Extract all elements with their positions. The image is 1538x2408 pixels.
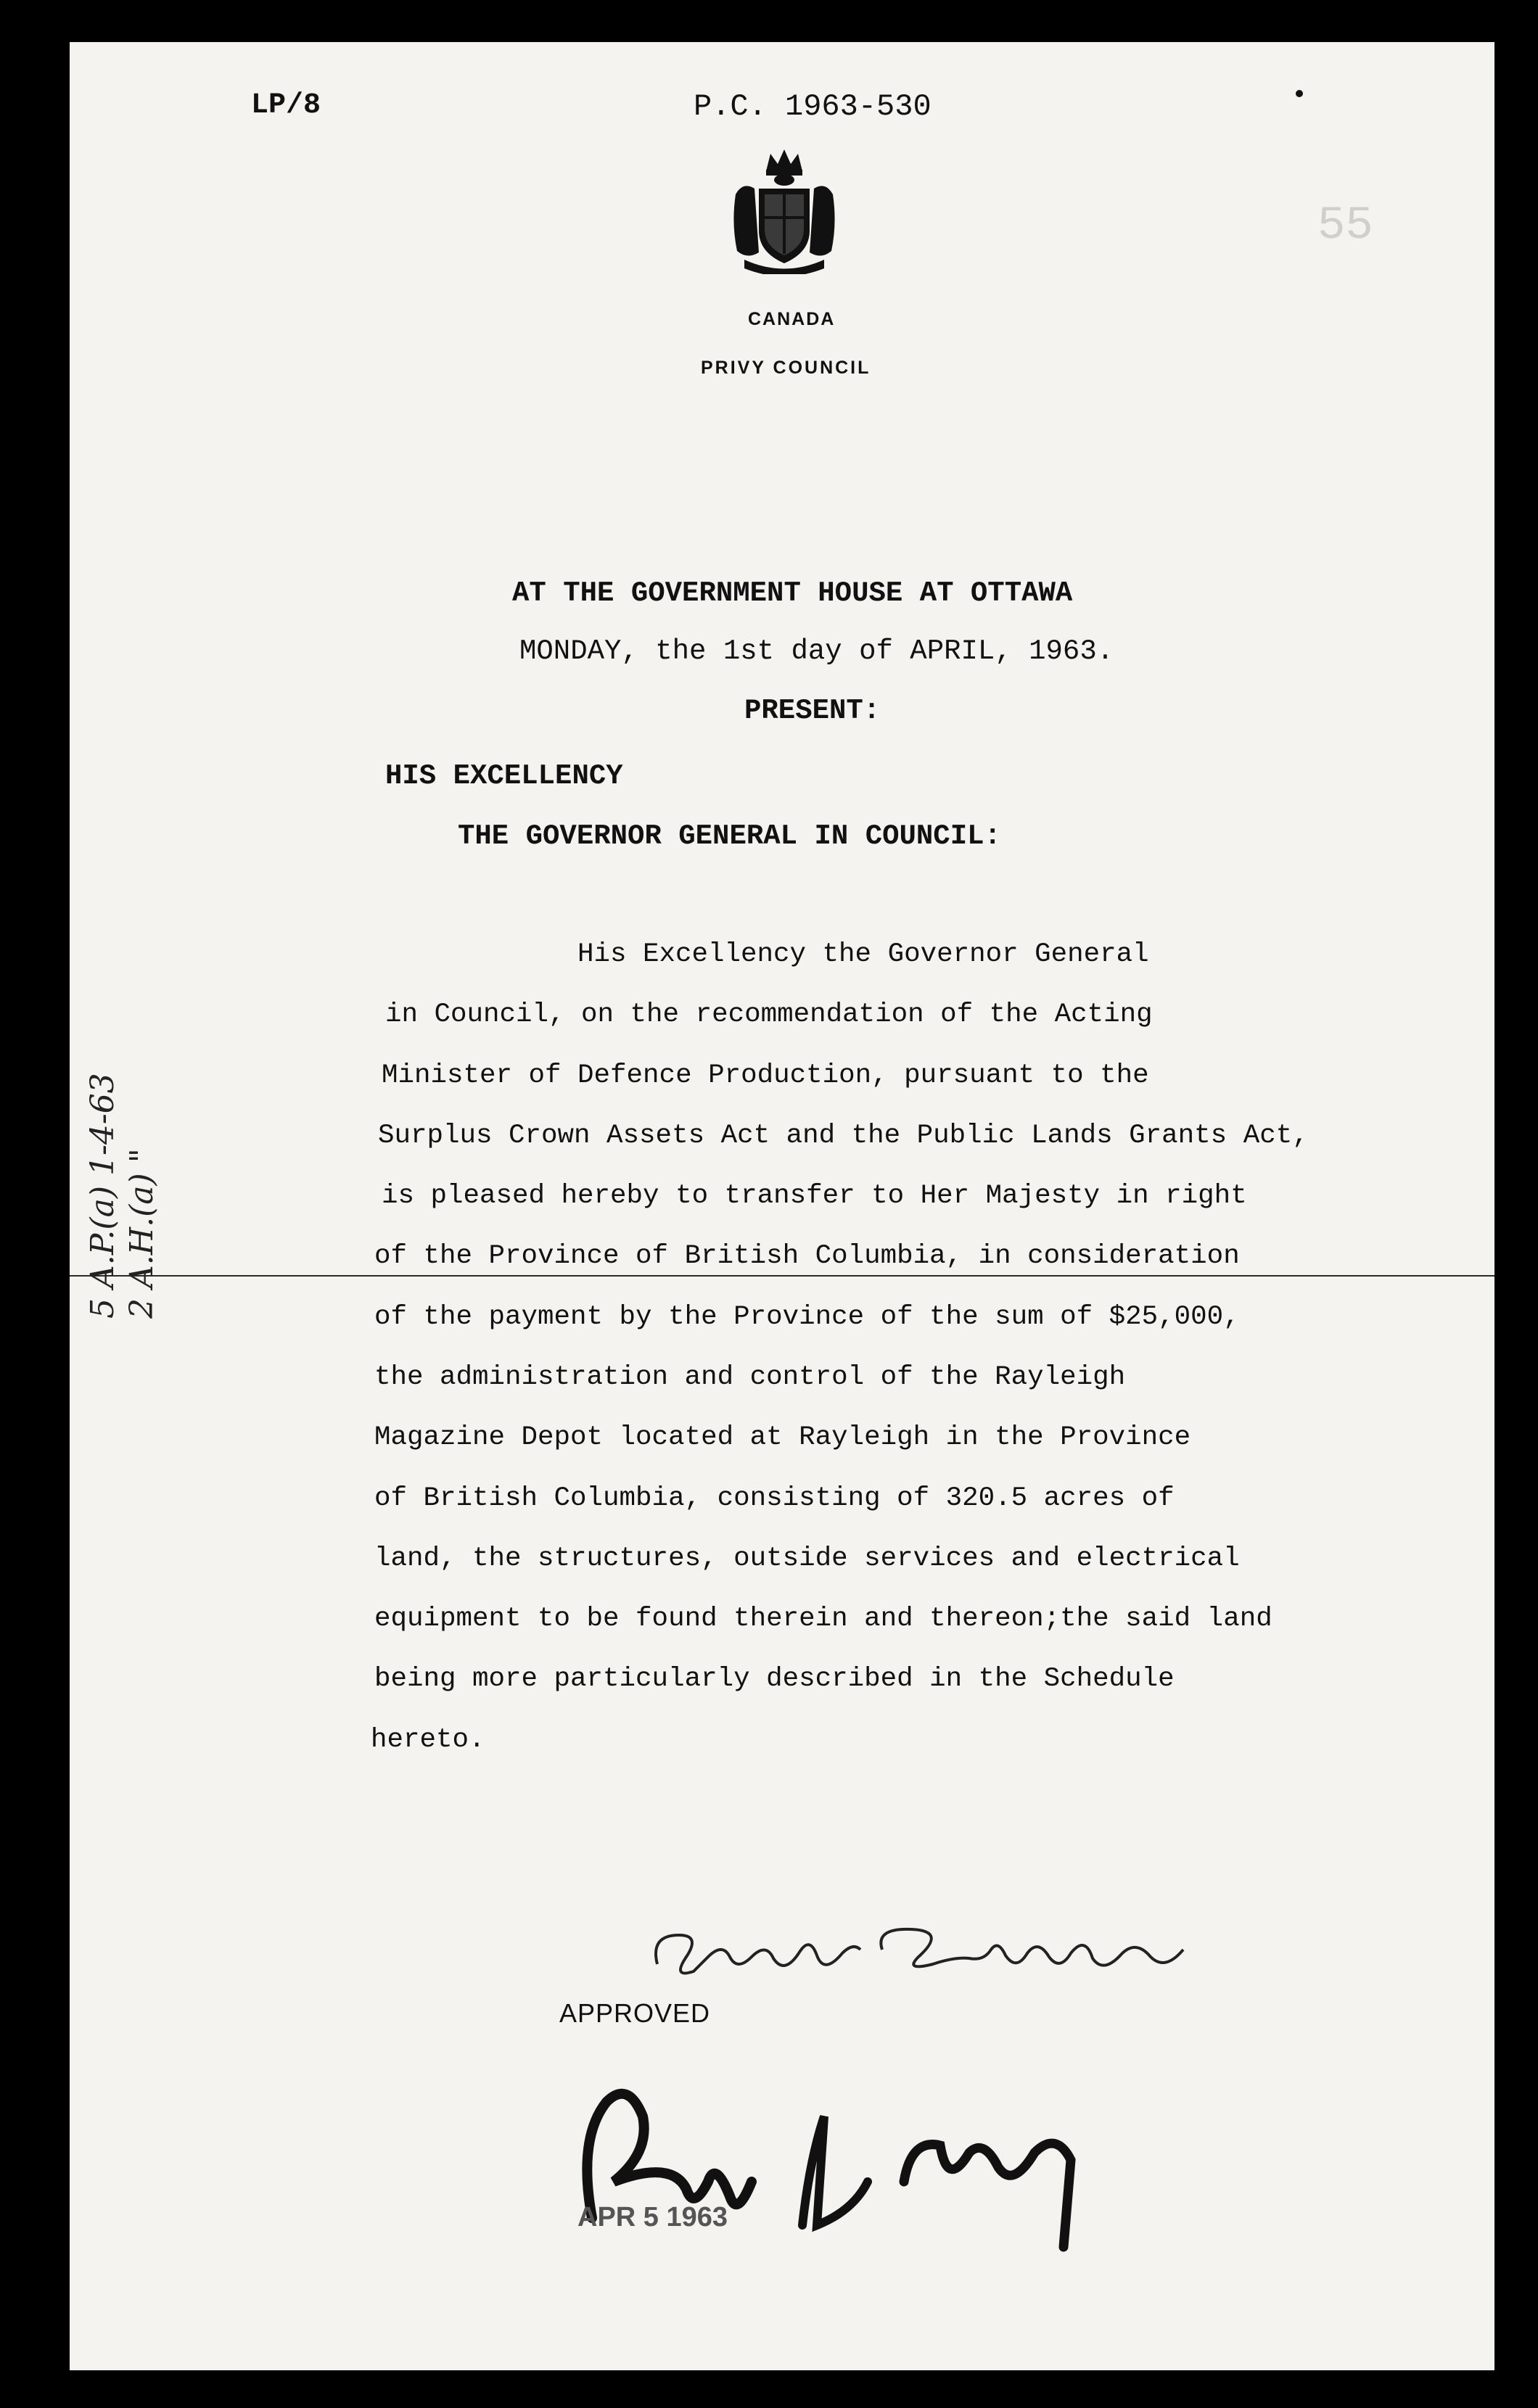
ink-dot xyxy=(1296,90,1303,97)
file-reference: LP/8 xyxy=(251,89,321,122)
body-line: of the payment by the Province of the sum of $25,000, xyxy=(374,1302,1240,1332)
meeting-date: MONDAY, the 1st day of APRIL, 1963. xyxy=(519,635,1114,667)
faint-page-number: 55 xyxy=(1317,200,1373,252)
approved-label: APPROVED xyxy=(559,1998,711,2028)
meeting-place: AT THE GOVERNMENT HOUSE AT OTTAWA xyxy=(512,577,1073,609)
body-line: in Council, on the recommendation of the Acting xyxy=(385,999,1153,1030)
document-page xyxy=(70,42,1494,2370)
body-line: His Excellency the Governor General xyxy=(577,939,1149,970)
country-label: CANADA xyxy=(748,309,836,329)
body-line: of the Province of British Columbia, in consideration xyxy=(374,1241,1240,1271)
body-line: Surplus Crown Assets Act and the Public Lands Grants Act, xyxy=(378,1121,1309,1151)
margin-annotation: 2 A.H.(a) " xyxy=(123,1148,160,1319)
body-line: the administration and control of the Rayleigh xyxy=(374,1362,1126,1393)
governor-general-label: THE GOVERNOR GENERAL IN COUNCIL: xyxy=(458,820,1001,852)
fold-line xyxy=(70,1275,1494,1277)
body-line: land, the structures, outside services and electrical xyxy=(374,1543,1240,1574)
body-line: Magazine Depot located at Rayleigh in the Province xyxy=(374,1422,1191,1453)
date-stamp: APR 5 1963 xyxy=(577,2202,728,2232)
body-line: equipment to be found therein and thereon;the said land xyxy=(374,1604,1272,1634)
margin-annotation: 5 A.P.(a) 1-4-63 xyxy=(84,1073,121,1319)
canada-coat-of-arms-icon xyxy=(730,144,839,274)
order-number: P.C. 1963-530 xyxy=(694,89,932,124)
body-line: is pleased hereby to transfer to Her Majesty in right xyxy=(382,1181,1247,1211)
body-line: being more particularly described in the Schedule xyxy=(374,1664,1175,1694)
body-line: of British Columbia, consisting of 320.5 acres of xyxy=(374,1483,1175,1514)
council-label: PRIVY COUNCIL xyxy=(701,358,871,378)
minister-signature xyxy=(643,1913,1194,1993)
his-excellency-label: HIS EXCELLENCY xyxy=(385,760,623,792)
body-line: hereto. xyxy=(371,1725,485,1755)
body-line: Minister of Defence Production, pursuant to the xyxy=(382,1060,1149,1091)
present-label: PRESENT: xyxy=(744,695,881,727)
